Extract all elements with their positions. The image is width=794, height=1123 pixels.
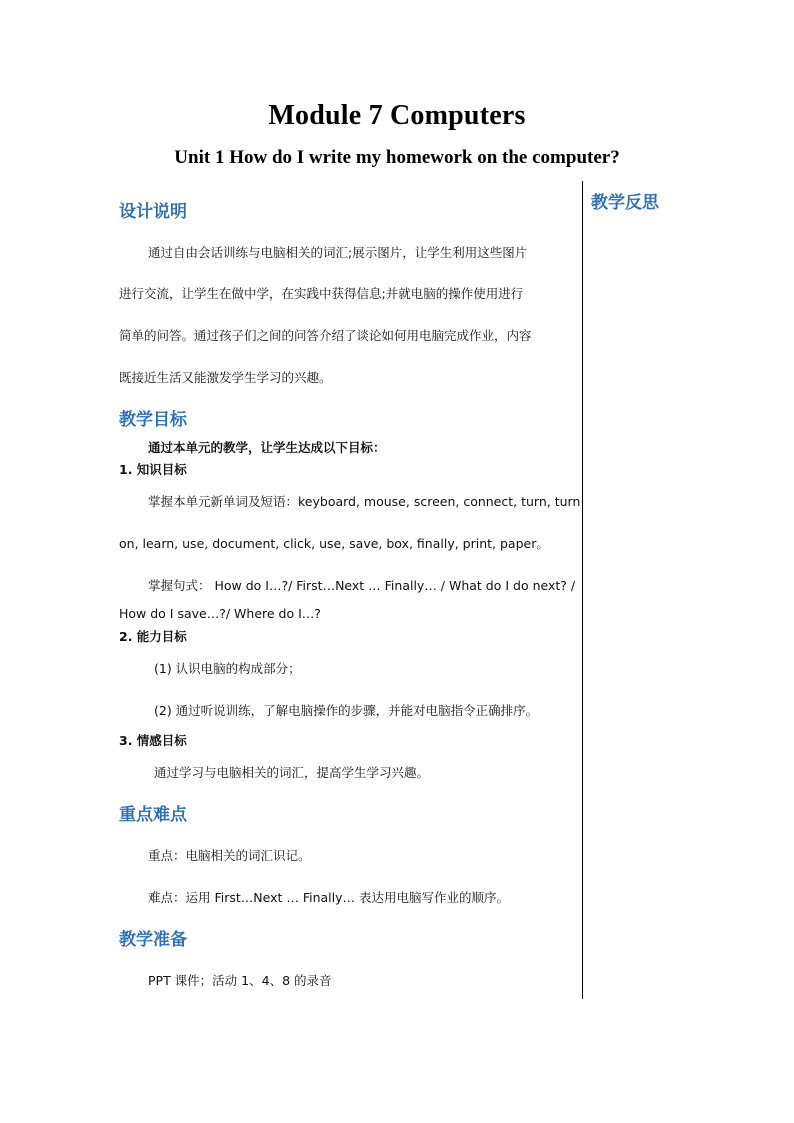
knowledge-goal-title: 1. 知识目标	[119, 462, 187, 477]
ability-line-1: (1) 认识电脑的构成部分；	[154, 661, 301, 676]
design-line-4: 既接近生活又能激发学生学习的兴趣。	[119, 370, 332, 385]
page-title: Module 7 Computers	[268, 100, 526, 131]
ability-line-2: (2) 通过听说训练，了解电脑操作的步骤，并能对电脑指令正确排序。	[154, 703, 539, 718]
ability-goal-title: 2. 能力目标	[119, 629, 187, 644]
emotion-goal-title: 3. 情感目标	[119, 733, 187, 748]
keypoints-heading: 重点难点	[119, 805, 187, 825]
knowledge-line-4: How do I save…?/ Where do I…?	[119, 606, 321, 621]
design-line-1: 通过自由会话训练与电脑相关的词汇;展示图片，让学生利用这些图片	[148, 245, 528, 260]
emotion-line-1: 通过学习与电脑相关的词汇，提高学生学习兴趣。	[154, 765, 430, 780]
knowledge-line-3: 掌握句式： How do I…?/ First…Next … Finally… / What do I do next? /	[148, 578, 576, 593]
keypoint-line: 重点：电脑相关的词汇识记。	[148, 848, 311, 863]
design-line-2: 进行交流，让学生在做中学，在实践中获得信息;并就电脑的操作使用进行	[119, 286, 524, 301]
design-heading: 设计说明	[119, 202, 187, 222]
column-divider	[582, 181, 583, 999]
knowledge-line-2: on, learn, use, document, click, use, save, box, finally, print, paper。	[119, 536, 549, 551]
design-line-3: 简单的问答。通过孩子们之间的问答介绍了谈论如何用电脑完成作业，内容	[119, 328, 532, 343]
difficulty-line: 难点：运用 First…Next … Finally… 表达用电脑写作业的顺序。	[148, 890, 509, 905]
prep-line: PPT 课件；活动 1、4、8 的录音	[148, 973, 332, 988]
page-subtitle: Unit 1 How do I write my homework on the computer?	[174, 147, 620, 168]
knowledge-line-1: 掌握本单元新单词及短语：keyboard, mouse, screen, connect, turn, turn	[148, 494, 581, 509]
reflection-heading: 教学反思	[591, 193, 659, 213]
goals-heading: 教学目标	[119, 410, 187, 430]
goals-intro: 通过本单元的教学，让学生达成以下目标：	[148, 440, 386, 455]
prep-heading: 教学准备	[119, 930, 187, 950]
